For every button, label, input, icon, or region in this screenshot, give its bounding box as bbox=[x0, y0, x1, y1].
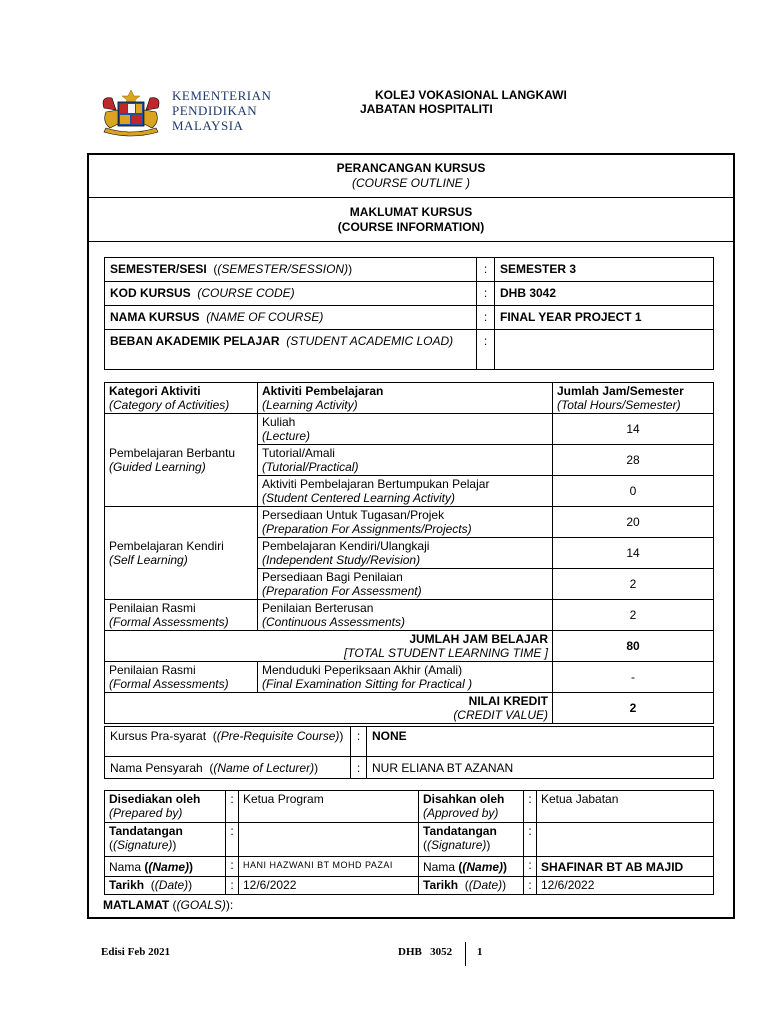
course-info-row bbox=[105, 282, 714, 306]
category-cell: Pembelajaran Berbantu (Guided Learning) bbox=[105, 414, 258, 507]
prepared-date-value: 12/6/2022 bbox=[239, 877, 419, 895]
colon: : bbox=[524, 791, 537, 823]
colon: : bbox=[226, 823, 239, 857]
colon: : bbox=[477, 330, 495, 370]
activity-cell: Aktiviti Pembelajaran Bertumpukan Pelajar (Student Centered Learning Activity) bbox=[258, 476, 553, 507]
page-number: 1 bbox=[477, 946, 483, 958]
credit-value: 2 bbox=[553, 693, 714, 724]
colon: : bbox=[477, 282, 495, 306]
total-row bbox=[105, 631, 714, 662]
approved-label: Disahkan oleh (Approved by) bbox=[419, 791, 524, 823]
table-row bbox=[105, 414, 714, 445]
ministry-line-2: PENDIDIKAN bbox=[172, 103, 258, 118]
category-cell: Penilaian Rasmi (Formal Assessments) bbox=[105, 662, 258, 693]
department-name: JABATAN HOSPITALITI bbox=[360, 102, 493, 116]
prerequisite-label: Kursus Pra-syarat ((Pre-Requisite Course)) bbox=[105, 727, 351, 757]
table-header-row bbox=[105, 383, 714, 414]
table-row bbox=[105, 662, 714, 693]
activity-cell: Persediaan Untuk Tugasan/Projek (Preparation For Assignments/Projects) bbox=[258, 507, 553, 538]
hours-cell: 0 bbox=[553, 476, 714, 507]
prepared-label: Disediakan oleh (Prepared by) bbox=[105, 791, 226, 823]
lecturer-row bbox=[105, 757, 714, 779]
prerequisite-row bbox=[105, 727, 714, 757]
college-name: KOLEJ VOKASIONAL LANGKAWI bbox=[375, 88, 567, 102]
outline-header bbox=[89, 161, 733, 191]
outline-title: PERANCANGAN KURSUS bbox=[336, 161, 486, 175]
goals-label: MATLAMAT ((GOALS)): bbox=[103, 898, 234, 912]
table-row bbox=[105, 507, 714, 538]
total-value: 80 bbox=[553, 631, 714, 662]
info-label: SEMESTER/SESI ((SEMESTER/SESSION)) bbox=[105, 258, 477, 282]
activity-cell: Penilaian Berterusan (Continuous Assessments) bbox=[258, 600, 553, 631]
approved-value: Ketua Jabatan bbox=[537, 791, 714, 823]
course-info-table bbox=[104, 257, 714, 370]
learning-activity-table bbox=[104, 382, 714, 724]
colon: : bbox=[477, 306, 495, 330]
info-label: NAMA KURSUS (NAME OF COURSE) bbox=[105, 306, 477, 330]
signoff-table bbox=[104, 790, 714, 895]
course-info-row bbox=[105, 330, 714, 370]
colon: : bbox=[524, 857, 537, 877]
footer-edition: Edisi Feb 2021 bbox=[101, 946, 171, 958]
credit-row bbox=[105, 693, 714, 724]
signature-label: Tandatangan ((Signature)) bbox=[105, 823, 226, 857]
hours-cell: 28 bbox=[553, 445, 714, 476]
ministry-line-3: MALAYSIA bbox=[172, 118, 244, 133]
signature-label: Tandatangan ((Signature)) bbox=[419, 823, 524, 857]
footer-course-code: DHB 3052 bbox=[398, 946, 453, 958]
ministry-line-1: KEMENTERIAN bbox=[172, 88, 272, 103]
hours-cell: 14 bbox=[553, 538, 714, 569]
activity-cell: Persediaan Bagi Penilaian (Preparation For Assessment) bbox=[258, 569, 553, 600]
info-label: BEBAN AKADEMIK PELAJAR (STUDENT ACADEMIC LOAD) bbox=[105, 330, 477, 370]
colon: : bbox=[226, 877, 239, 895]
approved-date-value: 12/6/2022 bbox=[537, 877, 714, 895]
divider bbox=[89, 197, 733, 198]
prerequisite-value: NONE bbox=[367, 727, 714, 757]
date-label: Tarikh ((Date)) bbox=[419, 877, 524, 895]
info-title: MAKLUMAT KURSUS bbox=[349, 205, 473, 219]
category-cell: Pembelajaran Kendiri (Self Learning) bbox=[105, 507, 258, 600]
category-header: Kategori Aktiviti (Category of Activities) bbox=[105, 383, 258, 414]
hours-cell: 20 bbox=[553, 507, 714, 538]
hours-cell: - bbox=[553, 662, 714, 693]
colon: : bbox=[351, 727, 367, 757]
colon: : bbox=[351, 757, 367, 779]
activity-cell: Menduduki Peperiksaan Akhir (Amali) (Final Examination Sitting for Practical ) bbox=[258, 662, 553, 693]
prepared-value: Ketua Program bbox=[239, 791, 419, 823]
lecturer-value: NUR ELIANA BT AZANAN bbox=[367, 757, 714, 779]
credit-label: NILAI KREDIT (CREDIT VALUE) bbox=[105, 693, 553, 724]
prepared-signature-field bbox=[239, 823, 419, 857]
colon: : bbox=[477, 258, 495, 282]
activity-cell: Tutorial/Amali (Tutorial/Practical) bbox=[258, 445, 553, 476]
info-value: FINAL YEAR PROJECT 1 bbox=[495, 306, 714, 330]
colon: : bbox=[524, 877, 537, 895]
outline-subtitle: (COURSE OUTLINE ) bbox=[351, 176, 470, 190]
colon: : bbox=[226, 791, 239, 823]
divider bbox=[89, 241, 733, 242]
info-label: KOD KURSUS (COURSE CODE) bbox=[105, 282, 477, 306]
course-info-row bbox=[105, 258, 714, 282]
info-header bbox=[89, 205, 733, 235]
approved-name-value: SHAFINAR BT AB MAJID bbox=[537, 857, 714, 877]
prepared-approved-row bbox=[105, 791, 714, 823]
info-value: SEMESTER 3 bbox=[495, 258, 714, 282]
hours-cell: 14 bbox=[553, 414, 714, 445]
name-label: Nama ((Name)) bbox=[419, 857, 524, 877]
info-subtitle: (COURSE INFORMATION) bbox=[337, 220, 485, 234]
hours-cell: 2 bbox=[553, 600, 714, 631]
course-info-row bbox=[105, 306, 714, 330]
info-value: DHB 3042 bbox=[495, 282, 714, 306]
hours-cell: 2 bbox=[553, 569, 714, 600]
total-label: JUMLAH JAM BELAJAR [TOTAL STUDENT LEARNING TIME ] bbox=[105, 631, 553, 662]
signature-row bbox=[105, 823, 714, 857]
lecturer-label: Nama Pensyarah ((Name of Lecturer)) bbox=[105, 757, 351, 779]
category-cell: Penilaian Rasmi (Formal Assessments) bbox=[105, 600, 258, 631]
name-label: Nama ((Name)) bbox=[105, 857, 226, 877]
activity-header: Aktiviti Pembelajaran (Learning Activity) bbox=[258, 383, 553, 414]
approved-signature-field bbox=[537, 823, 714, 857]
colon: : bbox=[226, 857, 239, 877]
activity-cell: Pembelajaran Kendiri/Ulangkaji (Independent Study/Revision) bbox=[258, 538, 553, 569]
prepared-name-value: HANI HAZWANI BT MOHD PAZAI bbox=[239, 857, 419, 877]
ministry-name bbox=[172, 88, 271, 133]
colon: : bbox=[524, 823, 537, 857]
activity-cell: Kuliah (Lecture) bbox=[258, 414, 553, 445]
school-header bbox=[360, 88, 567, 116]
date-row bbox=[105, 877, 714, 895]
hours-header: Jumlah Jam/Semester (Total Hours/Semester) bbox=[553, 383, 714, 414]
info-value bbox=[495, 330, 714, 370]
date-label: Tarikh ((Date)) bbox=[105, 877, 226, 895]
prerequisite-table bbox=[104, 726, 714, 779]
footer-divider bbox=[465, 942, 466, 966]
table-row bbox=[105, 600, 714, 631]
name-row bbox=[105, 857, 714, 877]
ministry-crest bbox=[96, 88, 166, 140]
